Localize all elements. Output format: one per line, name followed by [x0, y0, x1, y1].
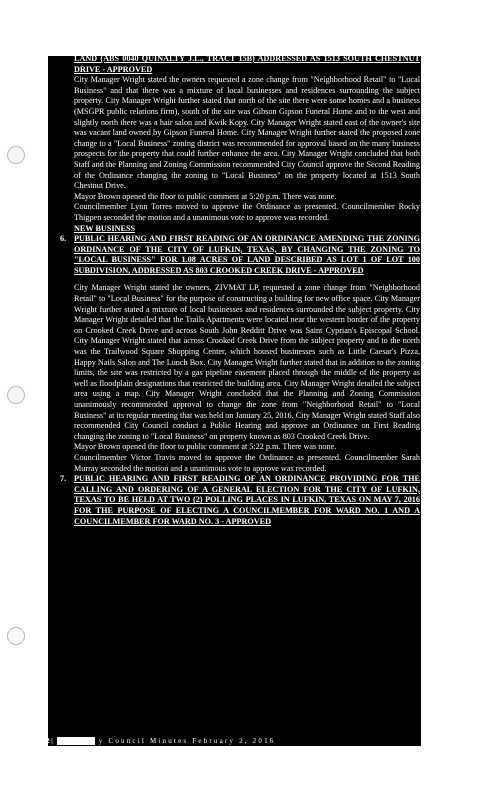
section-heading-new-business: NEW BUSINESS — [74, 223, 136, 233]
item-heading: PUBLIC HEARING AND FIRST READING OF AN ORDINANCE AMENDING THE ZONING ORDINANCE OF THE CITY OF LUFKIN, TEXAS, BY CHANGING THE ZONING TO "LOCAL BUSINESS" FOR 1.08 ACRES OF LAND DESCRIBED AS LOT 1 OF LOT 100 SUBDIVISION, ADDRESSED AS 803 CROOKED CREEK DRIVE - APPROVED — [74, 234, 420, 275]
binder-hole-bottom — [7, 627, 25, 645]
minutes-body — [60, 54, 420, 527]
paragraph-public-comment: Mayor Brown opened the floor to public comment at 5:20 p.m. There was none. — [74, 191, 337, 201]
continued-item-heading: LAND (ABS 0040 QUINALTY J.L., TRACT 15B) ADDRESSED AS 1513 SOUTH CHESTNUT DRIVE - APPROVED — [74, 54, 420, 74]
footer-redaction-block — [57, 737, 95, 745]
item-number: 7. — [60, 474, 67, 484]
document-page — [48, 56, 421, 746]
agenda-item-6 — [60, 234, 420, 276]
item-number: 6. — [60, 234, 67, 244]
item-heading: PUBLIC HEARING AND FIRST READING OF AN ORDINANCE PROVIDING FOR THE CALLING AND ORDERING OF A GENERAL ELECTION FOR THE CITY OF LUFKIN, TEXAS TO BE HELD AT TWO (2) POLLING PLACES IN LUFKIN, TEXAS ON MAY 7, 2016 FOR THE PURPOSE OF ELECTING A COUNCILMEMBER FOR WARD NO. 1 AND A COUNCILMEMBER FOR WARD NO. 3 - APPROVED — [74, 474, 420, 526]
item-6-paragraph-public-comment: Mayor Brown opened the floor to public comment at 5:22 p.m. There was none. — [74, 442, 337, 452]
agenda-item-7 — [60, 474, 420, 527]
paragraph-motion: Councilmember Lynn Torres moved to approve the Ordinance as presented. Councilmember Rocky Thigpen seconded the motion and a unanimous vote to approve was recorded. — [74, 202, 420, 222]
footer-title: y Council Minutes February 2, 2016 — [98, 737, 276, 745]
binder-hole-middle — [7, 386, 25, 404]
page-footer — [48, 736, 421, 746]
binder-hole-top — [7, 146, 25, 164]
page-number: 2 | — [46, 737, 53, 745]
item-6-paragraph-motion: Councilmember Victor Travis moved to approve the Ordinance as presented. Councilmember Sarah Murray seconded the motion and a unanimous vote to approve was recorded. — [74, 452, 420, 473]
item-6-paragraph-details: City Manager Wright stated the owners, ZIVMAT LP, requested a zone change from "Neighborhood Retail" to "Local Business" for the purpose of constructing a building for new office space. City Manager Wright further stated a mixture of local businesses and residences surrounded the subject property. City Manager Wright detailed that the Trails Apartments were located near the western border of the property on Crooked Creek Drive and across South John Redditt Drive was Saint Cyprian's Episcopal School. City Manager Wright stated that across Crooked Creek Drive from the subject property and to the north was the Trailwood Square Shopping Center, which housed businesses such as Little Caesar's Pizza, Happy Nails Salon and The Lunch Box. City Manager Wright further stated that in addition to the zoning limits, the site was restricted by a gas pipeline easement placed through the middle of the property as well as floodplain designations that restricted the building area. City Manager Wright detailed the subject area using a map. City Manager Wright concluded that the Planning and Zoning Commission unanimously recommended approval to change the zone from "Neighborhood Retail" to "Local Business" at its regular meeting that was held on January 25, 2016. City Manager Wright stated Staff also recommended City Council conduct a Public Hearing and approve an Ordinance on First Reading changing the zoning to "Local Business" on property known as 803 Crooked Creek Drive. — [74, 283, 420, 441]
paragraph-rezoning-details: City Manager Wright stated the owners requested a zone change from "Neighborhood Retail" to "Local Business" and that there was a mixture of local businesses and residences surrounding the subject property. City Manager Wright further stated that north of the site there were some homes and a business (MSGPR public relations firm), south of the site was Gibson Gipson Funeral Home and to the west and slightly north there was a hair salon and Kwik Kopy. City Manager Wright stated east of the owner's site was vacant land owned by Gipson Funeral Home. City Manager Wright further stated the proposed zone change to a "Local Business" zoning district was recommended for approval based on the many business prospects for the property that could further enhance the area. City Manager Wright concluded that both Staff and the Planning and Zoning Commission recommended City Council approve the Second Reading of the Ordinance changing the zoning to "Local Business" on the property located at 1513 South Chestnut Drive. — [74, 75, 420, 191]
